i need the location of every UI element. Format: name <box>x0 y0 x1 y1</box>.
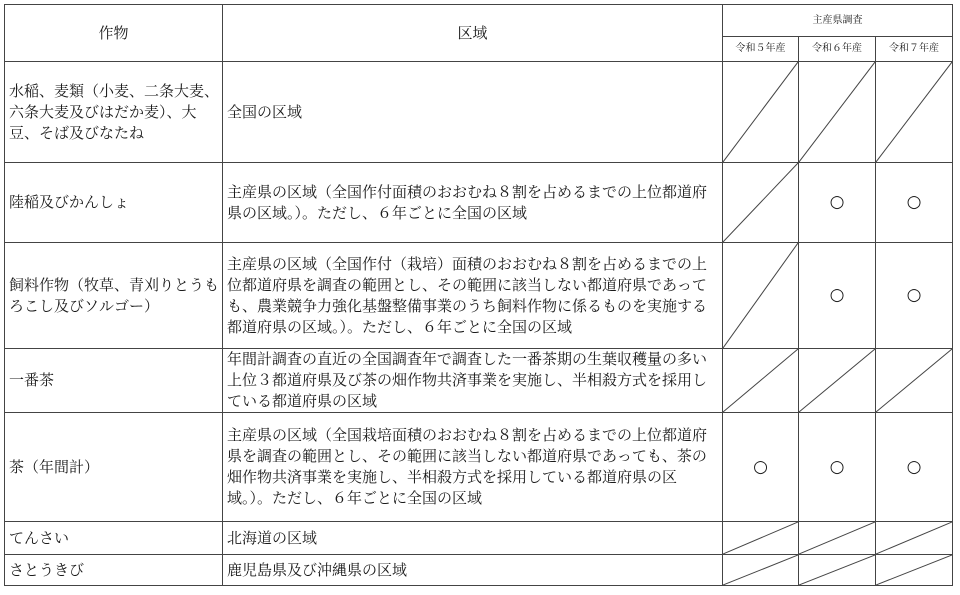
crop-cell: てんさい <box>5 522 223 555</box>
mark-cell <box>799 163 876 243</box>
mark-cell <box>723 243 799 349</box>
diagonal-slash-icon <box>723 555 798 585</box>
mark-cell <box>723 555 799 586</box>
region-cell: 主産県の区域（全国栽培面積のおおむね８割を占めるまでの上位都道府県を調査の範囲とし、その範囲に該当しない都道府県であっても、茶の畑作物共済事業を実施し、半相殺方式を採用している都道府県の区域。）。ただし、６年ごとに全国の区域 <box>223 413 723 522</box>
region-cell: 主産県の区域（全国作付（栽培）面積のおおむね８割を占めるまでの上位都道府県を調査の範囲とし、その範囲に該当しない都道府県であっても、農業競争力強化基盤整備事業のうち飼料作物に係るものを実施する都道府県の区域。）。ただし、６年ごとに全国の区域 <box>223 243 723 349</box>
region-cell: 鹿児島県及び沖縄県の区域 <box>223 555 723 586</box>
region-cell: 北海道の区域 <box>223 522 723 555</box>
mark-cell <box>799 62 876 163</box>
mark-cell <box>876 555 953 586</box>
crop-cell: 陸稲及びかんしょ <box>5 163 223 243</box>
crop-cell: 一番茶 <box>5 349 223 413</box>
mark-cell <box>723 522 799 555</box>
mark-cell <box>723 413 799 522</box>
diagonal-slash-icon <box>876 555 952 585</box>
mark-cell <box>876 522 953 555</box>
mark-cell <box>876 62 953 163</box>
header-crop: 作物 <box>5 5 223 62</box>
diagonal-slash-icon <box>876 62 952 162</box>
crop-cell: さとうきび <box>5 555 223 586</box>
diagonal-slash-icon <box>723 522 798 554</box>
mark-cell <box>799 243 876 349</box>
mark-cell <box>723 163 799 243</box>
diagonal-slash-icon <box>723 62 798 162</box>
diagonal-slash-icon <box>876 522 952 554</box>
mark-cell <box>876 349 953 413</box>
mark-cell <box>723 62 799 163</box>
header-region: 区域 <box>223 5 723 62</box>
diagonal-slash-icon <box>723 243 798 348</box>
circle-mark: ○ <box>906 192 922 212</box>
mark-cell <box>799 413 876 522</box>
circle-mark: ○ <box>829 456 845 477</box>
diagonal-slash-icon <box>799 522 875 554</box>
mark-cell <box>876 163 953 243</box>
diagonal-slash-icon <box>723 163 798 242</box>
header-year: 令和５年産 <box>723 37 799 62</box>
crop-cell: 飼料作物（牧草、青刈りとうもろこし及びソルゴー） <box>5 243 223 349</box>
circle-mark: ○ <box>906 285 922 305</box>
mark-cell <box>876 243 953 349</box>
mark-cell <box>876 413 953 522</box>
circle-mark: ○ <box>906 456 922 477</box>
crop-cell: 茶（年間計） <box>5 413 223 522</box>
circle-mark: ○ <box>829 192 845 212</box>
region-cell: 主産県の区域（全国作付面積のおおむね８割を占めるまでの上位都道府県の区域。）。ただし、６年ごとに全国の区域 <box>223 163 723 243</box>
table-row <box>5 555 953 586</box>
mark-cell <box>799 555 876 586</box>
crop-survey-table <box>4 4 953 586</box>
crop-cell: 水稲、麦類（小麦、二条大麦、六条大麦及びはだか麦）、大豆、そば及びなたね <box>5 62 223 163</box>
diagonal-slash-icon <box>799 62 875 162</box>
table-row <box>5 522 953 555</box>
header-year: 令和７年産 <box>876 37 953 62</box>
table-row <box>5 413 953 522</box>
diagonal-slash-icon <box>723 349 798 412</box>
table-row <box>5 243 953 349</box>
header-survey: 主産県調査 <box>723 5 953 37</box>
mark-cell <box>799 349 876 413</box>
diagonal-slash-icon <box>876 349 952 412</box>
mark-cell <box>799 522 876 555</box>
table-row <box>5 163 953 243</box>
diagonal-slash-icon <box>799 555 875 585</box>
circle-mark: ○ <box>753 456 768 477</box>
circle-mark: ○ <box>829 285 845 305</box>
diagonal-slash-icon <box>799 349 875 412</box>
region-cell: 全国の区域 <box>223 62 723 163</box>
table-row <box>5 62 953 163</box>
header-year: 令和６年産 <box>799 37 876 62</box>
region-cell: 年間計調査の直近の全国調査年で調査した一番茶期の生葉収穫量の多い上位３都道府県及び茶の畑作物共済事業を実施し、半相殺方式を採用している都道府県の区域 <box>223 349 723 413</box>
mark-cell <box>723 349 799 413</box>
table-row <box>5 349 953 413</box>
